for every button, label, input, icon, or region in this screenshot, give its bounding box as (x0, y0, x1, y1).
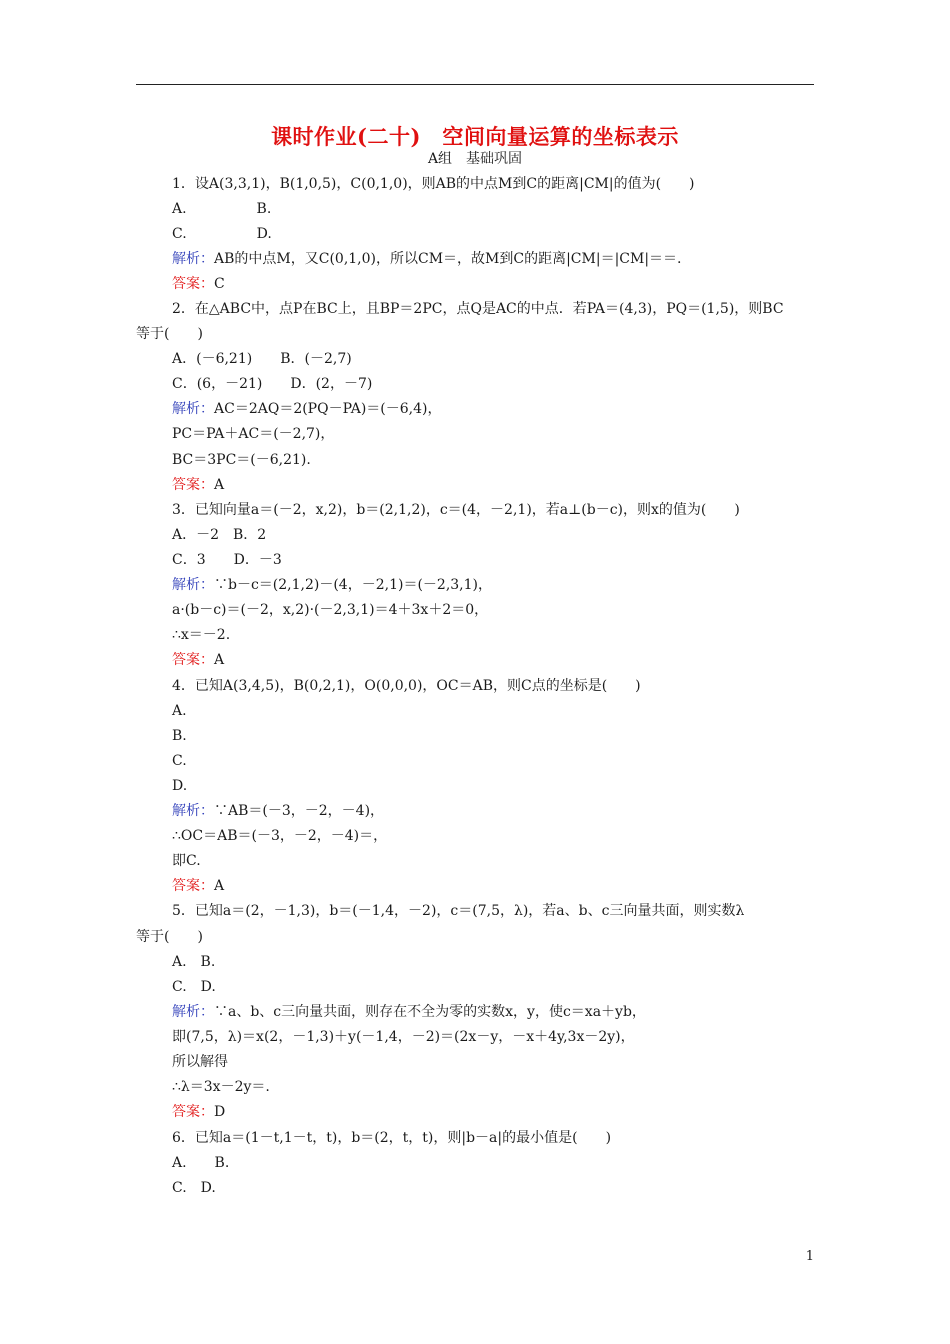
section-subtitle: A组 基础巩固 (427, 151, 523, 167)
line-text: ∵b－c＝(2,1,2)－(4，－2,1)＝(－2,3,1)， (214, 577, 492, 593)
text-line (172, 1078, 270, 1096)
analysis-label: 解析： (172, 577, 214, 593)
line-text: C. D. (172, 226, 272, 242)
text-line (172, 1179, 216, 1197)
answer-label: 答案： (172, 276, 214, 292)
answer-label: 答案： (172, 477, 214, 493)
line-text: A．－2 B．2 (172, 527, 267, 543)
answer-label: 答案： (172, 1104, 214, 1120)
text-line (172, 375, 372, 393)
text-line (172, 877, 224, 895)
text-line (136, 928, 203, 946)
text-line (172, 1103, 225, 1121)
line-text: BC＝3PC＝(－6,21). (172, 452, 311, 468)
line-text: 6．已知a＝(1－t,1－t，t)，b＝(2，t，t)，则|b－a|的最小值是( ) (172, 1130, 612, 1146)
line-text: A．(－6,21) B．(－2,7) (172, 351, 352, 367)
analysis-label: 解析： (172, 1004, 214, 1020)
line-text: B. (172, 728, 187, 744)
text-line (172, 752, 187, 770)
text-line (172, 300, 784, 318)
text-line (172, 827, 387, 845)
line-text: 所以解得 (172, 1054, 228, 1070)
text-line (172, 576, 492, 594)
text-line (172, 1129, 611, 1147)
line-text: A. B. (172, 1155, 230, 1171)
line-text: C. (172, 753, 187, 769)
line-text: A (214, 878, 225, 894)
line-text: C. D. (172, 979, 216, 995)
line-text: ∴OC＝AB＝(－3，－2，－4)＝， (172, 828, 388, 844)
text-line (172, 225, 272, 243)
line-text: 等于( ) (136, 929, 203, 945)
text-line (172, 601, 488, 619)
text-line (172, 802, 384, 820)
line-text: D. (172, 778, 188, 794)
text-line (172, 1003, 646, 1021)
text-line (172, 200, 271, 218)
line-text: C (214, 276, 225, 292)
line-text: C．3 D．－3 (172, 552, 282, 568)
answer-label: 答案： (172, 652, 214, 668)
line-text: 等于( ) (136, 326, 203, 342)
line-text: 2．在△ABC中，点P在BC上，且BP＝2PC，点Q是AC的中点．若PA＝(4,3)，PQ＝(1,5)，则BC (172, 301, 784, 317)
line-text: 即(7,5，λ)＝x(2，－1,3)＋y(－1,4，－2)＝(2x－y，－x＋4y,3x－2y)， (172, 1029, 635, 1045)
analysis-label: 解析： (172, 401, 214, 417)
text-line (136, 325, 203, 343)
line-text: A (214, 477, 225, 493)
text-line (172, 451, 311, 469)
line-text: C. D. (172, 1180, 216, 1196)
line-text: 1．设A(3,3,1)，B(1,0,5)，C(0,1,0)，则AB的中点M到C的距离|CM|的值为( ) (172, 176, 695, 192)
analysis-label: 解析： (172, 251, 214, 267)
line-text: 3．已知向量a＝(－2，x,2)，b＝(2,1,2)，c＝(4，－2,1)，若a⊥(b－c)，则x的值为( ) (172, 502, 740, 518)
line-text: 即C. (172, 853, 201, 869)
text-line (172, 526, 266, 544)
line-text: D (214, 1104, 226, 1120)
document-title: 课时作业(二十) 空间向量运算的坐标表示 (271, 124, 679, 149)
text-line (172, 953, 215, 971)
line-text: AB的中点M，又C(0,1,0)，所以CM＝，故M到C的距离|CM|＝|CM|＝＝. (214, 251, 682, 267)
line-text: 4．已知A(3,4,5)，B(0,2,1)，O(0,0,0)，OC＝AB，则C点的坐标是( ) (172, 678, 641, 694)
line-text: ∴x＝－2. (172, 627, 231, 643)
page-number: 1 (805, 1249, 814, 1264)
line-text: C．(6，－21) D．(2，－7) (172, 376, 373, 392)
text-line (172, 175, 695, 193)
line-text: 5．已知a＝(2，－1,3)，b＝(－1,4，－2)，c＝(7,5，λ)，若a、b、c三向量共面，则实数λ (172, 903, 745, 919)
text-line (172, 852, 201, 870)
text-line (172, 1053, 228, 1071)
text-line (172, 1154, 229, 1172)
text-line (172, 626, 230, 644)
header-rule (136, 84, 814, 85)
text-line (172, 501, 740, 519)
line-text: AC＝2AQ＝2(PQ－PA)＝(－6,4)， (214, 401, 442, 417)
line-text: ∴λ＝3x－2y＝. (172, 1079, 270, 1095)
text-line (172, 1028, 635, 1046)
text-line (172, 425, 334, 443)
text-line (172, 400, 441, 418)
text-line (172, 777, 187, 795)
text-line (172, 902, 744, 920)
line-text: A. (172, 703, 187, 719)
line-text: A. B. (172, 954, 216, 970)
text-line (172, 727, 187, 745)
text-line (172, 350, 352, 368)
line-text: PC＝PA＋AC＝(－2,7)， (172, 426, 335, 442)
text-line (172, 250, 682, 268)
text-line (172, 275, 225, 293)
text-line (172, 651, 224, 669)
text-line (172, 702, 187, 720)
text-line (172, 476, 224, 494)
answer-label: 答案： (172, 878, 214, 894)
text-line (172, 551, 282, 569)
line-text: ∵a、b、c三向量共面，则存在不全为零的实数x，y，使c＝xa＋yb， (214, 1004, 646, 1020)
analysis-label: 解析： (172, 803, 214, 819)
line-text: A. B. (172, 201, 272, 217)
line-text: ∵AB＝(－3，－2，－4)， (214, 803, 385, 819)
text-line (172, 978, 216, 996)
line-text: a·(b－c)＝(－2，x,2)·(－2,3,1)＝4＋3x＋2＝0， (172, 602, 489, 618)
text-line (172, 677, 641, 695)
line-text: A (214, 652, 225, 668)
